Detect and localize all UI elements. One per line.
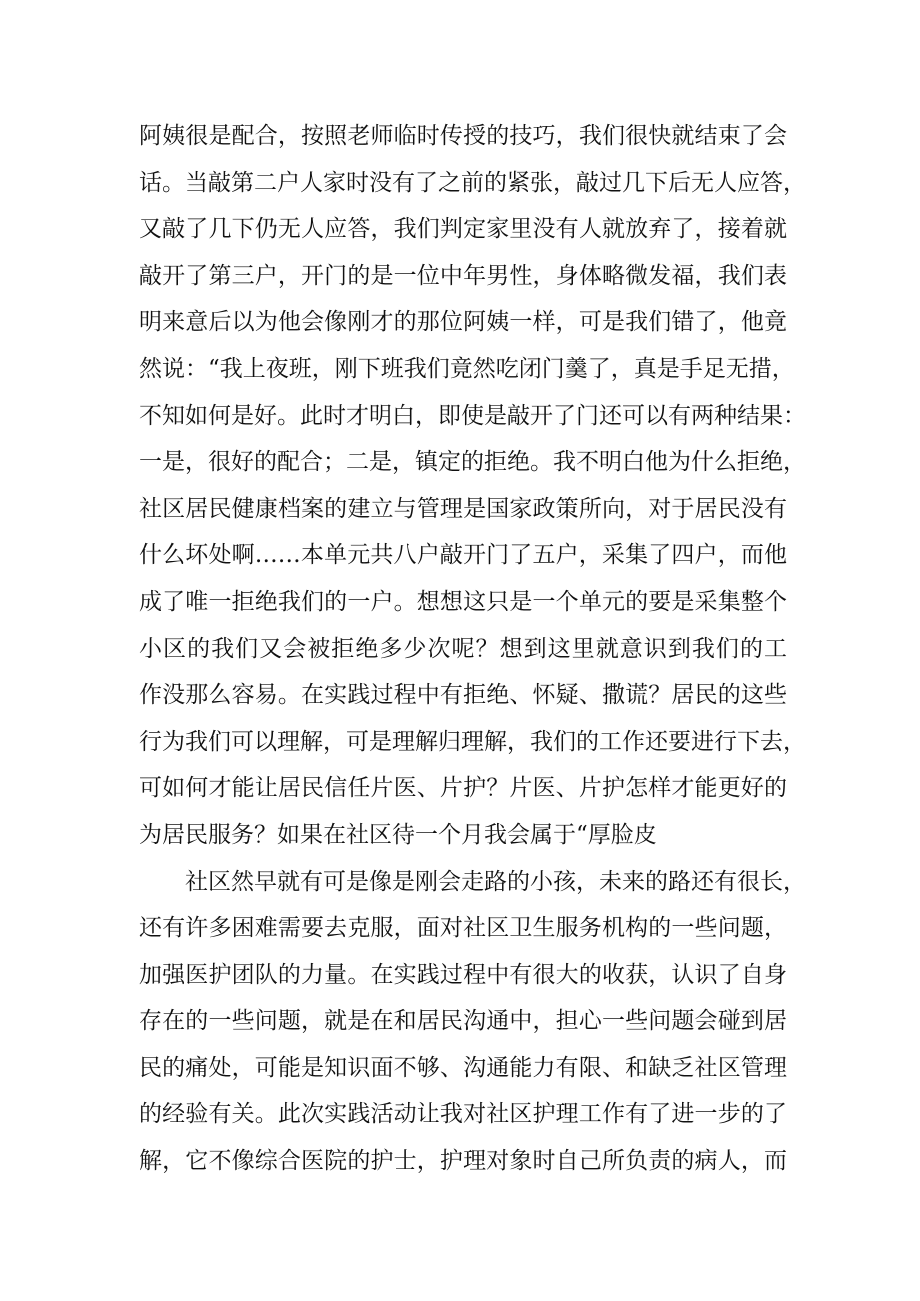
text-line: 阿姨很是配合，按照老师临时传授的技巧，我们很快就结束了会 bbox=[139, 123, 787, 149]
text-line: 成了唯一拒绝我们的一户。想想这只是一个单元的要是采集整个 bbox=[139, 588, 787, 615]
text-line: 小区的我们又会被拒绝多少次呢？想到这里就意识到我们的工 bbox=[139, 635, 787, 662]
text-line: 社区居民健康档案的建立与管理是国家政策所向，对于居民没有 bbox=[139, 495, 787, 522]
text-line: 可如何才能让居民信任片医、片护？片医、片护怎样才能更好的 bbox=[139, 775, 787, 802]
body-text bbox=[139, 113, 806, 1185]
text-line: 行为我们可以理解，可是理解归理解，我们的工作还要进行下去， bbox=[139, 728, 806, 755]
text-line: 什么坏处啊……本单元共八户敲开门了五户，采集了四户，而他 bbox=[139, 542, 787, 569]
text-line: 的经验有关。此次实践活动让我对社区护理工作有了进一步的了 bbox=[139, 1101, 787, 1128]
text-line: 明来意后以为他会像刚才的那位阿姨一样，可是我们错了，他竟 bbox=[139, 309, 787, 336]
text-line: 然说：“我上夜班，刚下班我们竟然吃闭门羹了，真是手足无措， bbox=[139, 355, 795, 382]
text-line: 又敲了几下仍无人应答，我们判定家里没有人就放弃了，接着就 bbox=[139, 216, 787, 243]
text-line: 还有许多困难需要去克服，面对社区卫生服务机构的一些问题， bbox=[139, 915, 787, 942]
text-line: 作没那么容易。在实践过程中有拒绝、怀疑、撒谎？居民的这些 bbox=[139, 682, 787, 709]
text-line: 一是，很好的配合；二是，镇定的拒绝。我不明白他为什么拒绝， bbox=[139, 449, 806, 476]
text-line: 存在的一些问题，就是在和居民沟通中，担心一些问题会碰到居 bbox=[139, 1008, 787, 1035]
text-line: 解，它不像综合医院的护士，护理对象时自己所负责的病人，而 bbox=[139, 1148, 787, 1175]
text-line: 敲开了第三户，开门的是一位中年男性，身体略微发福，我们表 bbox=[139, 262, 787, 289]
text-line: 加强医护团队的力量。在实践过程中有很大的收获，认识了自身 bbox=[139, 961, 787, 988]
text-line: 为居民服务？如果在社区待一个月我会属于“厚脸皮 bbox=[139, 821, 657, 848]
text-line: 民的痛处，可能是知识面不够、沟通能力有限、和缺乏社区管理 bbox=[139, 1054, 787, 1081]
text-line: 话。当敲第二户人家时没有了之前的紧张，敲过几下后无人应答， bbox=[139, 169, 806, 196]
text-line: 不知如何是好。此时才明白，即使是敲开了门还可以有两种结果： bbox=[139, 402, 806, 429]
paragraph-first-line: 社区然早就有可是像是刚会走路的小孩，未来的路还有很长， bbox=[185, 868, 806, 895]
